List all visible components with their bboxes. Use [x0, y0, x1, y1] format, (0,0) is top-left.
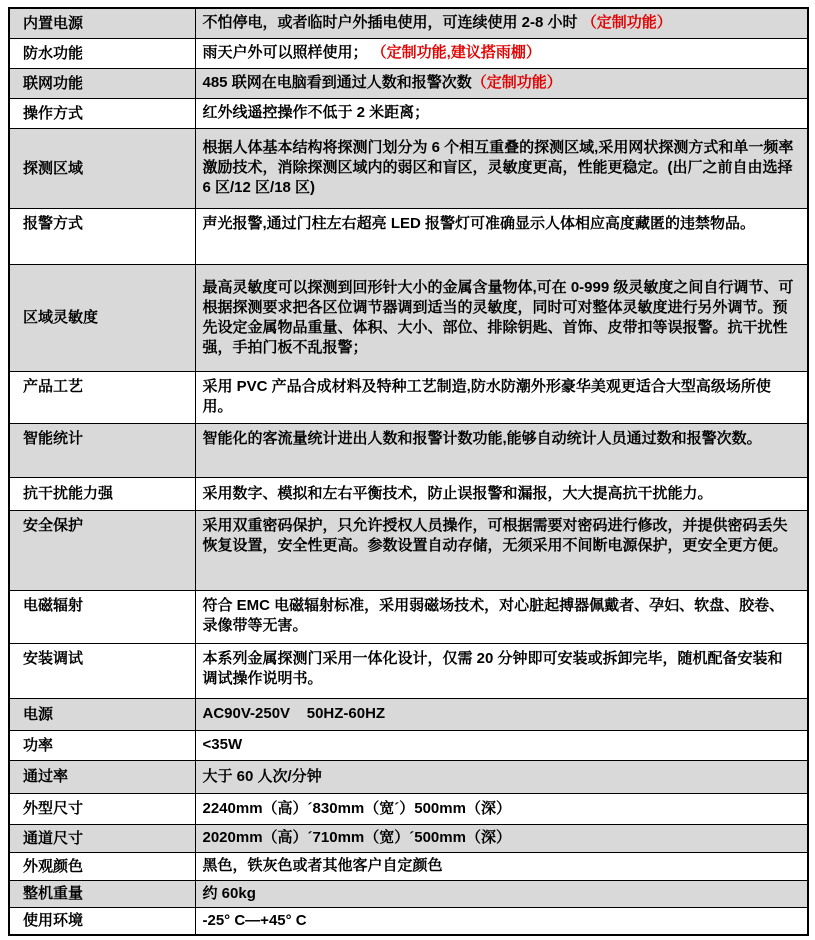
spec-value — [195, 643, 808, 698]
table-row — [9, 852, 808, 880]
table-row — [9, 730, 808, 760]
spec-text: 采用 PVC 产品合成材料及特种工艺制造,防水防潮外形豪华美观更适合大型高级场所使用。 — [202, 377, 771, 415]
table-row — [9, 208, 808, 264]
spec-label: 操作方式 — [9, 98, 195, 128]
spec-value — [195, 510, 808, 590]
spec-text: 不怕停电，或者临时户外插电使用，可连续使用 2-8 小时 — [202, 14, 582, 32]
spec-value — [195, 824, 808, 852]
spec-label: 产品工艺 — [9, 371, 195, 423]
spec-table — [8, 7, 809, 936]
table-row — [9, 8, 808, 38]
table-row — [9, 793, 808, 824]
spec-label: 联网功能 — [9, 68, 195, 98]
spec-label: 整机重量 — [9, 880, 195, 907]
spec-value — [195, 477, 808, 510]
spec-value — [195, 730, 808, 760]
table-row — [9, 477, 808, 510]
spec-text: 黑色，铁灰色或者其他客户自定颜色 — [202, 857, 443, 874]
spec-label: 功率 — [9, 730, 195, 760]
spec-text: 最高灵敏度可以探测到回形针大小的金属含量物体,可在 0-999 级灵敏度之间自行调节、可根据探测要求把各区位调节器调到适当的灵敏度，同时可对整体灵敏度进行另外调节。预先设定金属物品重量、体积、大小、部位、排除钥匙、首饰、皮带扣等误报警。抗干扰性强，手拍门板不乱报警； — [202, 278, 794, 356]
table-row — [9, 68, 808, 98]
spec-text: 符合 EMC 电磁辐射标准，采用弱磁场技术，对心脏起搏器佩戴者、孕妇、软盘、胶卷、录像带等无害。 — [202, 596, 785, 634]
spec-text: 智能化的客流量统计进出人数和报警计数功能,能够自动统计人员通过数和报警次数。 — [202, 429, 762, 447]
spec-value — [195, 760, 808, 793]
spec-text: 雨天户外可以照样使用； — [202, 44, 372, 61]
spec-label: 使用环境 — [9, 907, 195, 935]
table-row — [9, 824, 808, 852]
spec-text-red: （定制功能） — [471, 74, 562, 91]
spec-label: 防水功能 — [9, 38, 195, 68]
spec-value — [195, 793, 808, 824]
spec-label: 区域灵敏度 — [9, 264, 195, 371]
table-row — [9, 760, 808, 793]
table-row — [9, 698, 808, 730]
spec-label: 报警方式 — [9, 208, 195, 264]
spec-text: 本系列金属探测门采用一体化设计，仅需 20 分钟即可安装或拆卸完毕，随机配备安装和调试操作说明书。 — [202, 649, 783, 687]
spec-label: 安全保护 — [9, 510, 195, 590]
spec-label: 电源 — [9, 698, 195, 730]
table-row — [9, 510, 808, 590]
spec-label: 智能统计 — [9, 423, 195, 477]
table-row — [9, 880, 808, 907]
spec-text: 采用双重密码保护，只允许授权人员操作，可根据需要对密码进行修改，并提供密码丢失恢复设置，安全性更高。参数设置自动存储，无须采用不间断电源保护，更安全更方便。 — [202, 516, 788, 554]
spec-value — [195, 38, 808, 68]
spec-text: 根据人体基本结构将探测门划分为 6 个相互重叠的探测区域,采用网状探测方式和单一频率激励技术，消除探测区域内的弱区和盲区，灵敏度更高，性能更稳定。(出厂之前自由选择 6 区/12 区/18 区) — [202, 139, 797, 196]
spec-value — [195, 371, 808, 423]
spec-value — [195, 880, 808, 907]
spec-value — [195, 8, 808, 38]
spec-label: 安装调试 — [9, 643, 195, 698]
spec-text: <35W — [202, 736, 243, 753]
spec-value — [195, 423, 808, 477]
spec-value — [195, 852, 808, 880]
table-row — [9, 423, 808, 477]
spec-text: 2240mm（高）´830mm（宽´）500mm（深） — [202, 799, 511, 817]
spec-text: 485 联网在电脑看到通过人数和报警次数 — [202, 74, 472, 91]
table-row — [9, 38, 808, 68]
spec-text: 约 60kg — [202, 884, 256, 902]
spec-label: 外观颜色 — [9, 852, 195, 880]
spec-text: 红外线遥控操作不低于 2 米距离； — [202, 104, 430, 121]
table-row — [9, 371, 808, 423]
spec-value — [195, 208, 808, 264]
spec-value — [195, 907, 808, 935]
spec-value — [195, 68, 808, 98]
spec-text: 2020mm（高）´710mm（宽）´500mm（深） — [202, 829, 511, 846]
spec-text-red: （定制功能） — [581, 14, 672, 32]
table-row — [9, 907, 808, 935]
spec-label: 电磁辐射 — [9, 590, 195, 643]
spec-label: 外型尺寸 — [9, 793, 195, 824]
table-row — [9, 590, 808, 643]
table-row — [9, 643, 808, 698]
spec-label: 通道尺寸 — [9, 824, 195, 852]
spec-label: 探测区域 — [9, 128, 195, 208]
spec-value — [195, 128, 808, 208]
spec-label: 内置电源 — [9, 8, 195, 38]
table-row — [9, 98, 808, 128]
spec-text: 大于 60 人次/分钟 — [202, 767, 322, 785]
spec-value — [195, 98, 808, 128]
spec-text: AC90V-250V 50HZ-60HZ — [202, 705, 386, 722]
spec-value — [195, 590, 808, 643]
table-row — [9, 128, 808, 208]
spec-value — [195, 698, 808, 730]
table-row — [9, 264, 808, 371]
spec-text: 声光报警,通过门柱左右超亮 LED 报警灯可准确显示人体相应高度藏匿的违禁物品。 — [202, 214, 756, 232]
spec-label: 通过率 — [9, 760, 195, 793]
spec-text: -25° C—+45° C — [202, 911, 307, 929]
spec-text: 采用数字、模拟和左右平衡技术，防止误报警和漏报，大大提高抗干扰能力。 — [202, 484, 713, 502]
spec-value — [195, 264, 808, 371]
spec-label: 抗干扰能力强 — [9, 477, 195, 510]
spec-text-red: （定制功能,建议搭雨棚） — [371, 44, 541, 61]
